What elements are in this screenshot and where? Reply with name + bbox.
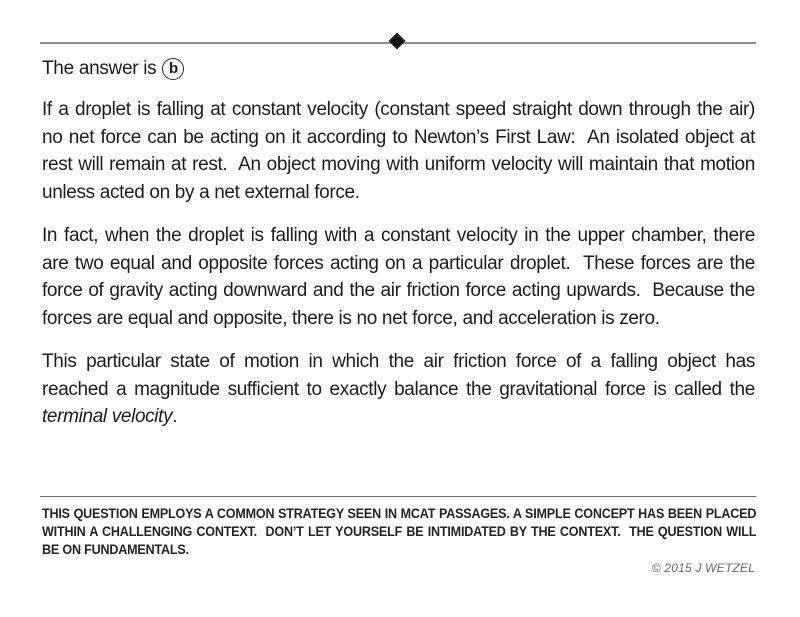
footer-divider-rule [40,496,756,497]
strategy-note: THIS QUESTION EMPLOYS A COMMON STRATEGY SEEN IN MCAT PASSAGES. A SIMPLE CONCEPT HAS BEEN PLACED WITHIN A CHALLENGING CONTEXT. DON’T LET YOURSELF BE INTIMIDATED BY THE CONTEXT. THE QUESTION WILL BE ON FUNDAMENTALS. [42,506,760,557]
copyright-notice: © 2015 J WETZEL [651,561,755,575]
answer-prefix-text: The answer is [42,58,157,79]
explanation-body [42,96,760,447]
paragraph3-text-start: This particular state of motion in which the air friction force of a falling object has reached a magnitude sufficient to exactly balance the gravitational force is called the [42,351,760,400]
top-divider-rule [40,42,756,44]
paragraph-newtons-first-law: If a droplet is falling at constant velocity (constant speed straight down through the air) no net force can be acting on it according to Newton’s First Law: An isolated object at rest will remain at rest. An object moving with uniform velocity will maintain that motion unless acted on by a net external force. [42,99,760,203]
answer-line [42,58,184,80]
answer-choice-badge: b [162,58,184,80]
diamond-ornament-icon [390,34,404,48]
terminal-velocity-term: terminal velocity [42,406,173,427]
paragraph-terminal-velocity [42,348,760,431]
paragraph-balanced-forces: In fact, when the droplet is falling with a constant velocity in the upper chamber, there are two equal and opposite forces acting on a particular droplet. These forces are the force of gravity acting downward and the air friction force acting upwards. Because the forces are equal and opposite, there is no net force, and acceleration is zero. [42,225,760,329]
paragraph3-text-end: . [172,406,178,427]
